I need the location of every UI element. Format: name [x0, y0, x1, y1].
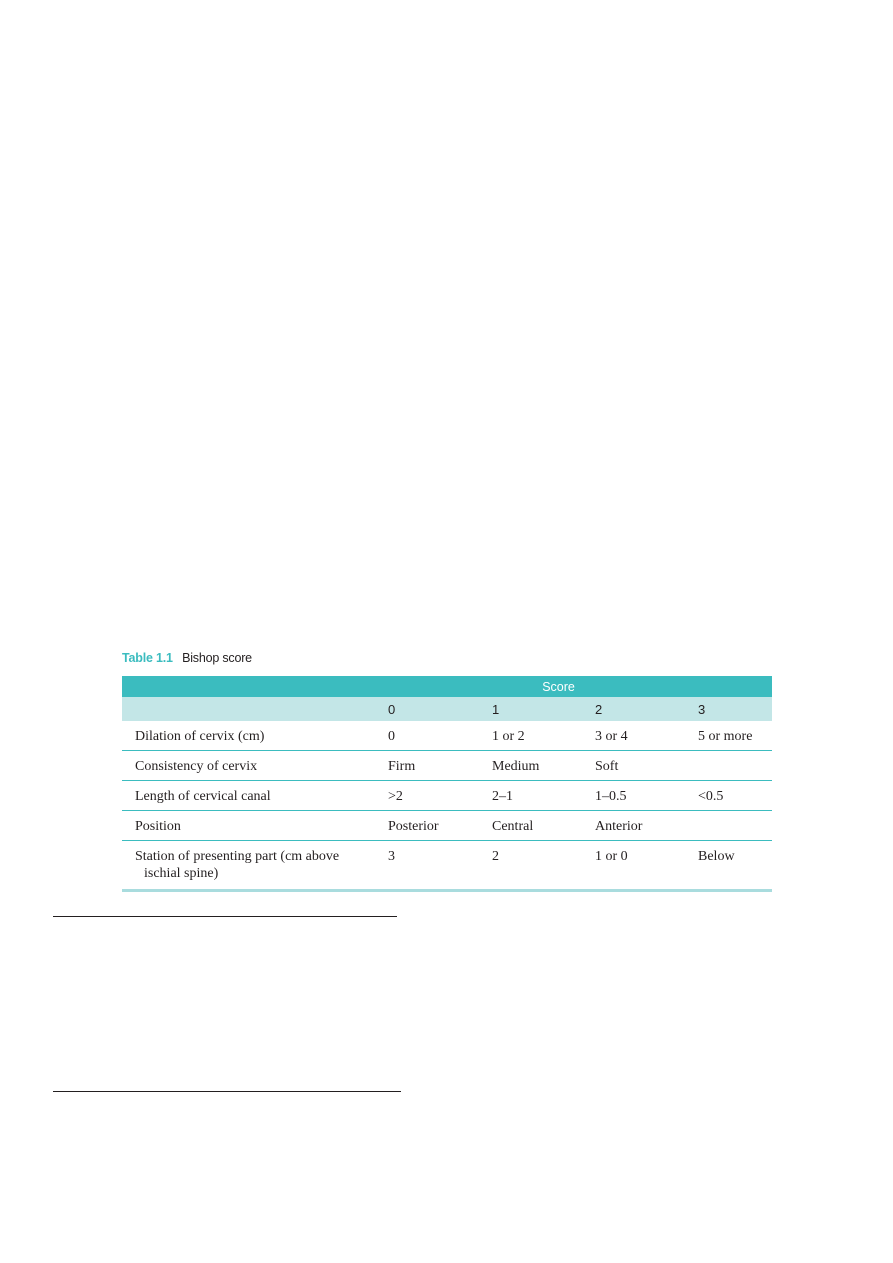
table-caption — [122, 651, 252, 665]
table-row — [122, 811, 772, 841]
table-cell — [685, 811, 772, 841]
row-label: Dilation of cervix (cm) — [122, 721, 375, 751]
table-cell: 1 or 2 — [479, 721, 582, 751]
row-label: Consistency of cervix — [122, 751, 375, 781]
table-cell: 2–1 — [479, 781, 582, 811]
table-cell: <0.5 — [685, 781, 772, 811]
table-title: Bishop score — [182, 651, 252, 665]
table-cell: 3 or 4 — [582, 721, 685, 751]
table-subheader-row — [122, 697, 772, 721]
table-cell: 5 or more — [685, 721, 772, 751]
table-header-band — [122, 676, 772, 697]
table-cell: 1–0.5 — [582, 781, 685, 811]
row-label: Position — [122, 811, 375, 841]
table-number: Table 1.1 — [122, 651, 173, 665]
row-label: Length of cervical canal — [122, 781, 375, 811]
table-cell: Posterior — [375, 811, 479, 841]
score-column-0: 0 — [375, 697, 479, 721]
table — [122, 676, 772, 892]
table-cell: 3 — [375, 841, 479, 891]
table-cell — [685, 751, 772, 781]
horizontal-rule-upper — [53, 916, 397, 917]
table-row — [122, 781, 772, 811]
score-header: Score — [375, 676, 772, 697]
row-label-line2: ischial spine) — [144, 866, 219, 881]
table-cell: Central — [479, 811, 582, 841]
table-row — [122, 721, 772, 751]
table-cell: Medium — [479, 751, 582, 781]
table-cell: Firm — [375, 751, 479, 781]
score-column-3: 3 — [685, 697, 772, 721]
table-cell: >2 — [375, 781, 479, 811]
table-cell: Below — [685, 841, 772, 891]
subheader-empty-cell — [122, 697, 375, 721]
horizontal-rule-lower — [53, 1091, 401, 1092]
table-cell: 0 — [375, 721, 479, 751]
table-cell: 2 — [479, 841, 582, 891]
table-cell: 1 or 0 — [582, 841, 685, 891]
table-row — [122, 751, 772, 781]
table-cell: Anterior — [582, 811, 685, 841]
row-label-line1: Station of presenting part (cm above — [135, 849, 340, 864]
score-column-2: 2 — [582, 697, 685, 721]
bishop-score-table — [122, 676, 772, 892]
table-cell: Soft — [582, 751, 685, 781]
header-empty-cell — [122, 676, 375, 697]
row-label — [122, 841, 375, 891]
table-row — [122, 841, 772, 891]
score-column-1: 1 — [479, 697, 582, 721]
